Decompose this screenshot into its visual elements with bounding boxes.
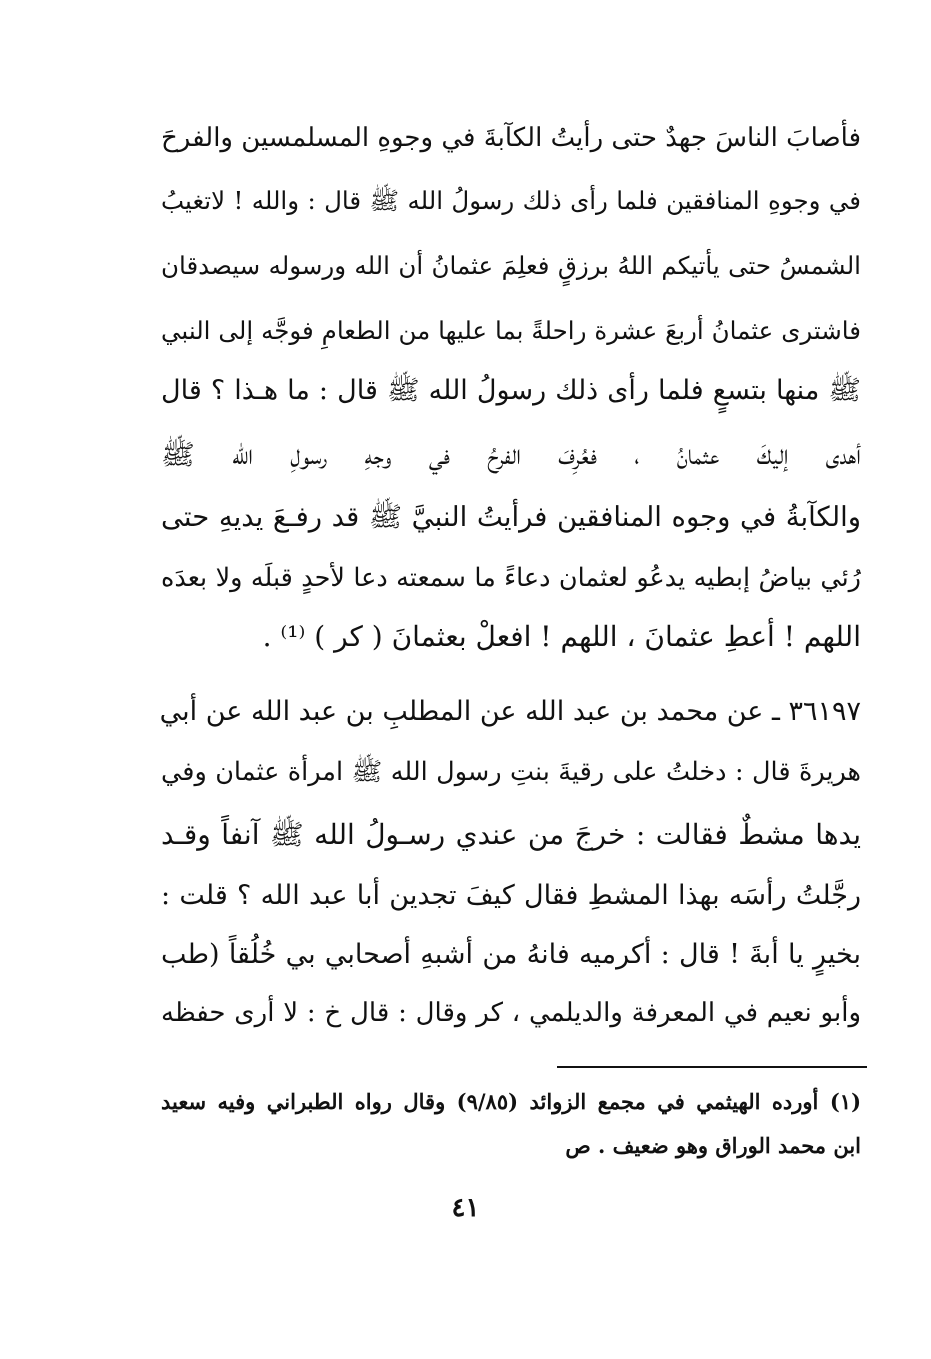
text-line: رُئي بياضُ إبطيه يدعُو لعثمان دعاءً ما سمعته دعا لأحدٍ قبلَه ولا بعدَه xyxy=(161,563,861,593)
text-line: والكآبةُ في وجوه المنافقين فرأيتُ النبيَّ ﷺ قد رفـعَ يديهِ حتى xyxy=(161,501,861,533)
text-line: هريرةَ قال : دخلتُ على رقيةَ بنتِ رسول الله ﷺ امرأة عثمان وفي xyxy=(161,757,861,787)
text-line: رجَّلتُ رأسَه بهذا المشطِ فقال كيفَ تجدين أبا عبد الله ؟ قلت : xyxy=(161,880,861,911)
footnote-line: (١) أورده الهيثمي في مجمع الزوائد (٩/٨٥) وقال رواه الطبراني وفيه سعيد xyxy=(161,1089,861,1114)
footnote-separator xyxy=(557,1066,867,1068)
text-line: أهدى إليكَ عثمانُ ، فعُرِفَ الفرحُ في وجهِ رسولِ الله ﷺ xyxy=(161,438,861,471)
text-line: في وجوهِ المنافقين فلما رأى ذلك رسولُ الله ﷺ قال : والله ! لاتغيبُ xyxy=(161,186,861,215)
text-line: ﷺ منها بتسعٍ فلما رأى ذلك رسولُ الله ﷺ قال : ما هـذا ؟ قال xyxy=(161,375,861,406)
text-line: فاشترى عثمانُ أربعَ عشرة راحلةً بما عليها من الطعامِ فوجَّه إلى النبي xyxy=(161,316,861,345)
text-line: يدها مشطٌ فقالت : خرجَ من عندي رسـولُ الله ﷺ آنفاً وقـد xyxy=(161,818,861,851)
text-line: بخيرٍ يا أبةَ ! قال : أكرميه فانهُ من أشبهِ أصحابي بي خُلُقاً (طب xyxy=(161,939,861,970)
text-line: اللهم ! أعطِ عثمانَ ، اللهم ! افعلْ بعثمانَ ( كر ) ⁽¹⁾ . xyxy=(262,620,861,653)
text-line: فأصابَ الناسَ جهدٌ حتى رأيتُ الكآبةَ في وجوهِ المسلمسين والفرحَ xyxy=(161,123,861,153)
text-line: الشمسُ حتى يأتيكم اللهُ برزقٍ فعلِمَ عثمانُ أن الله ورسوله سيصدقان xyxy=(161,251,861,280)
page-number: ٤١ xyxy=(451,1193,480,1223)
footnote-line: ابن محمد الوراق وهو ضعيف . ص xyxy=(565,1133,861,1158)
text-line: وأبو نعيم في المعرفة والديلمي ، كر وقال : قال خ : لا أرى حفظه xyxy=(161,998,861,1028)
text-line: ٣٦١٩٧ ـ عن محمد بن عبد الله عن المطلبِ بن عبد الله عن أبي xyxy=(159,696,861,727)
